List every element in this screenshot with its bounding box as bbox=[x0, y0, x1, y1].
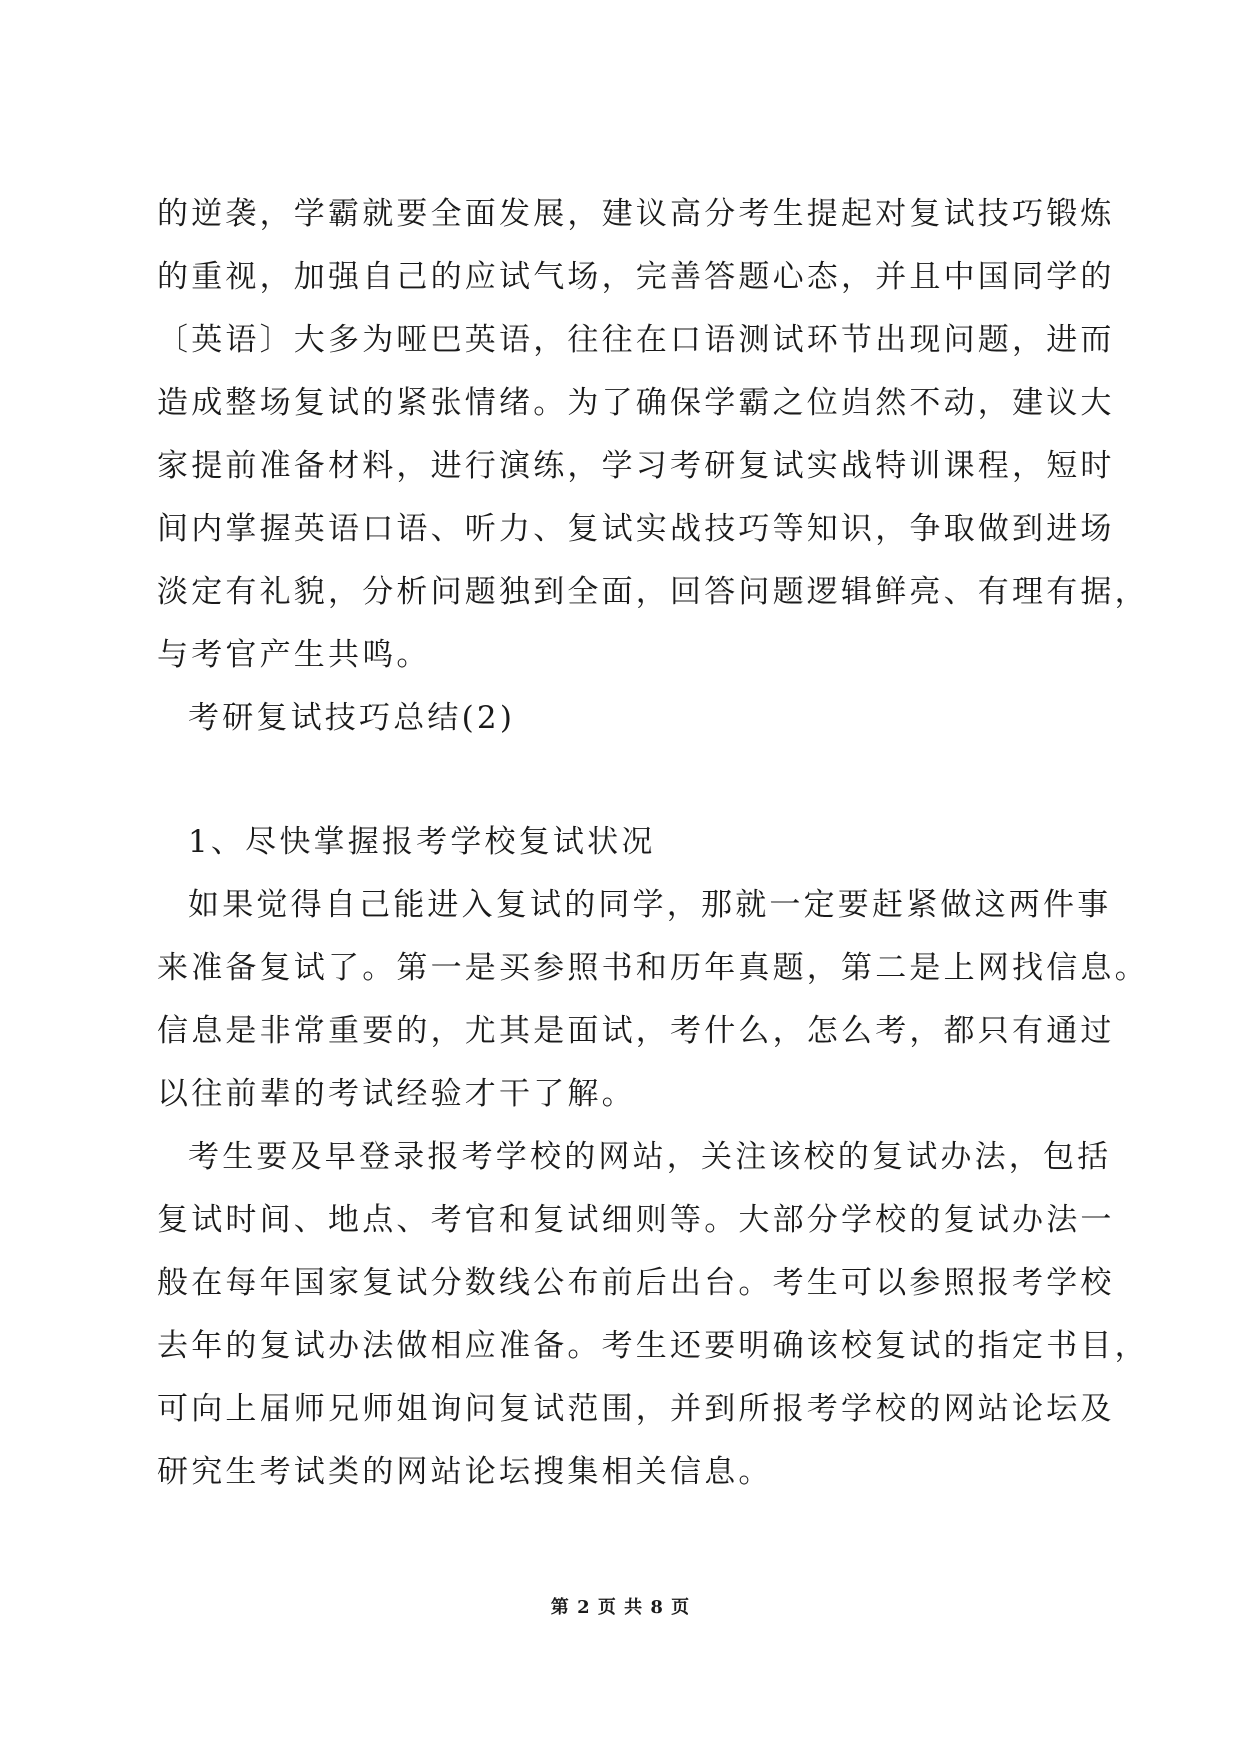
paragraph-line: 如果觉得自己能进入复试的同学，那就一定要赶紧做这两件事 bbox=[188, 887, 1112, 923]
paragraph-line: 〔英语〕大多为哑巴英语，往往在口语测试环节出现问题，进而 bbox=[157, 322, 1115, 358]
paragraph-line: 造成整场复试的紧张情绪。为了确保学霸之位岿然不动，建议大 bbox=[157, 385, 1115, 421]
paragraph-line: 间内掌握英语口语、听力、复试实战技巧等知识，争取做到进场 bbox=[157, 511, 1115, 547]
paragraph-line: 般在每年国家复试分数线公布前后出台。考生可以参照报考学校 bbox=[157, 1265, 1115, 1301]
paragraph-line: 可向上届师兄师姐询问复试范围，并到所报考学校的网站论坛及 bbox=[157, 1391, 1115, 1427]
paragraph-line: 与考官产生共鸣。 bbox=[157, 637, 431, 673]
subsection-heading: 1、尽快掌握报考学校复试状况 bbox=[188, 824, 656, 860]
paragraph-line: 以往前辈的考试经验才干了解。 bbox=[157, 1076, 636, 1112]
page-number-footer: 第 2 页 共 8 页 bbox=[550, 1597, 691, 1618]
paragraph-line: 淡定有礼貌，分析问题独到全面，回答问题逻辑鲜亮、有理有据， bbox=[157, 574, 1149, 610]
paragraph-line: 来准备复试了。第一是买参照书和历年真题，第二是上网找信息。 bbox=[157, 950, 1149, 986]
paragraph-line: 去年的复试办法做相应准备。考生还要明确该校复试的指定书目， bbox=[157, 1328, 1149, 1364]
section-title: 考研复试技巧总结(2) bbox=[188, 700, 516, 736]
paragraph-line: 的重视，加强自己的应试气场，完善答题心态，并且中国同学的 bbox=[157, 259, 1115, 295]
paragraph-line: 考生要及早登录报考学校的网站，关注该校的复试办法，包括 bbox=[188, 1139, 1112, 1175]
paragraph-line: 研究生考试类的网站论坛搜集相关信息。 bbox=[157, 1454, 773, 1490]
paragraph-line: 的逆袭，学霸就要全面发展，建议高分考生提起对复试技巧锻炼 bbox=[157, 196, 1115, 232]
paragraph-line: 复试时间、地点、考官和复试细则等。大部分学校的复试办法一 bbox=[157, 1202, 1115, 1238]
paragraph-line: 信息是非常重要的，尤其是面试，考什么，怎么考，都只有通过 bbox=[157, 1013, 1115, 1049]
paragraph-line: 家提前准备材料，进行演练，学习考研复试实战特训课程，短时 bbox=[157, 448, 1115, 484]
